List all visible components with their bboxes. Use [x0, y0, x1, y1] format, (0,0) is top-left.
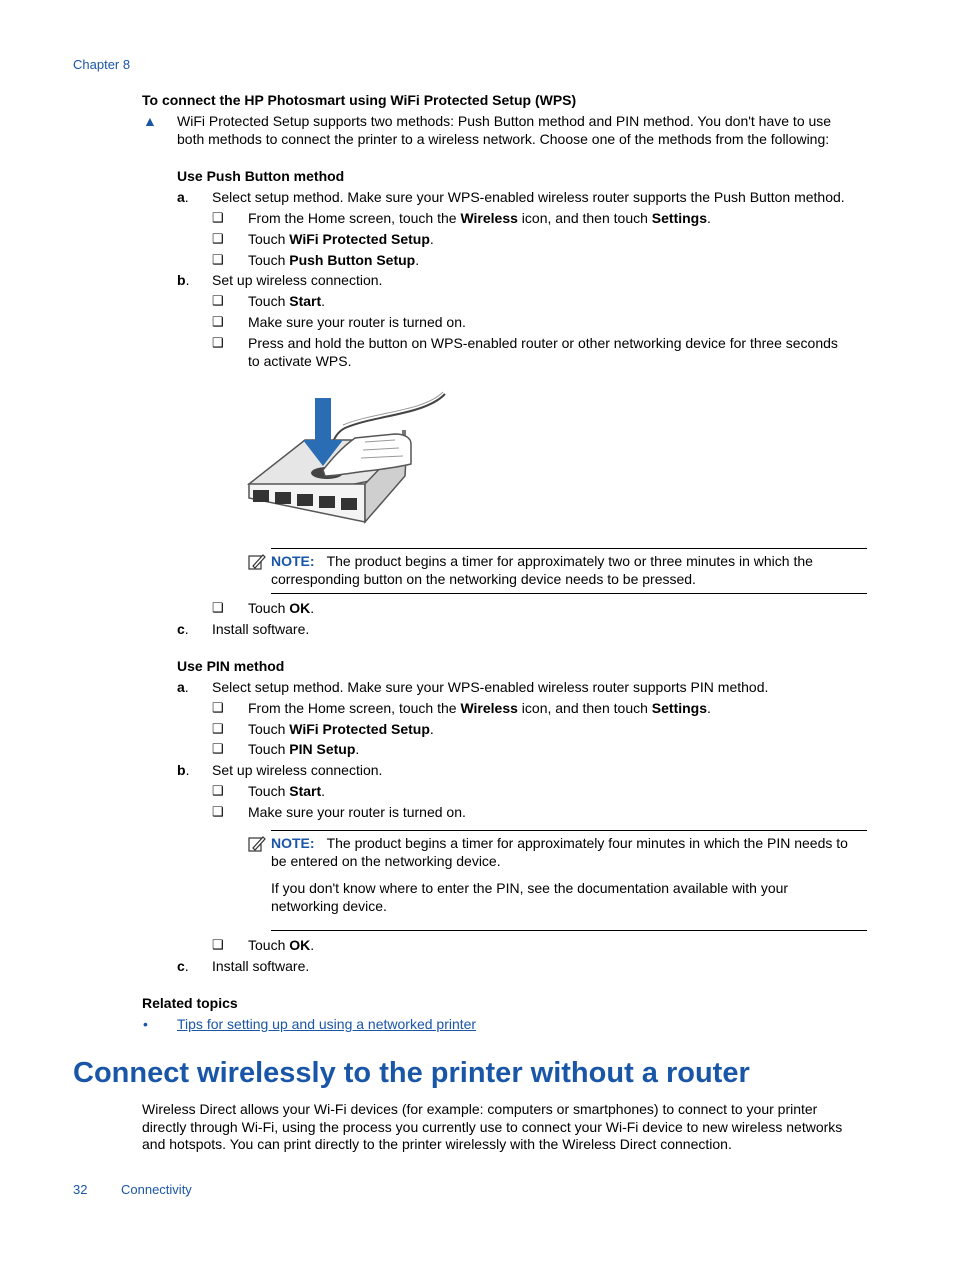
note-2-line-2: be entered on the networking device. — [271, 853, 501, 869]
push-step-a1: From the Home screen, touch the Wireless icon, and then touch Settings. — [248, 210, 711, 226]
push-step-c-text: Install software. — [212, 621, 310, 637]
section-para-line-2: directly through Wi-Fi, using the process you currently use to connect your Wi-Fi device to new wireless networks — [142, 1119, 843, 1135]
section-title: Connect wirelessly to the printer without a router — [73, 1057, 750, 1089]
note-top-rule — [271, 548, 867, 549]
note-pencil-icon — [248, 835, 266, 853]
note-2-para-2-line-1: If you don't know where to enter the PIN, see the documentation available with your — [271, 880, 789, 896]
step-label-a: a. — [177, 189, 189, 205]
push-step-b2: Make sure your router is turned on. — [248, 314, 466, 330]
related-topics-heading: Related topics — [142, 995, 238, 1011]
step-label-b: b. — [177, 272, 190, 288]
wps-intro-line-1: WiFi Protected Setup supports two methods: Push Button method and PIN method. You don't have to use — [177, 113, 832, 129]
push-step-a2: Touch WiFi Protected Setup. — [248, 231, 434, 247]
pin-step-a-text: Select setup method. Make sure your WPS-enabled wireless router supports PIN method. — [212, 679, 769, 695]
pin-step-a2: Touch WiFi Protected Setup. — [248, 721, 434, 737]
checkbox-icon: ❑ — [212, 252, 224, 267]
pin-step-a3: Touch PIN Setup. — [248, 741, 360, 757]
pin-step-b2: Make sure your router is turned on. — [248, 804, 466, 820]
pin-step-c-text: Install software. — [212, 958, 310, 974]
note-1-line-1: NOTE: The product begins a timer for approximately two or three minutes in which the — [271, 553, 813, 569]
push-step-b3-line-1: Press and hold the button on WPS-enabled router or other networking device for three seconds — [248, 335, 838, 351]
checkbox-icon: ❑ — [212, 721, 224, 736]
checkbox-icon: ❑ — [212, 783, 224, 798]
page-number: 32 — [73, 1182, 88, 1197]
router-push-button-illustration — [245, 390, 447, 525]
push-button-heading: Use Push Button method — [177, 168, 345, 184]
step-label-a: a. — [177, 679, 189, 695]
pin-step-b1: Touch Start. — [248, 783, 326, 799]
checkbox-icon: ❑ — [212, 804, 224, 819]
section-para-line-3: and hotspots. You can print directly to the printer wirelessly with the Wireless Direct connection. — [142, 1136, 732, 1152]
note-1-line-2: corresponding button on the networking device needs to be pressed. — [271, 571, 696, 587]
push-step-a3: Touch Push Button Setup. — [248, 252, 420, 268]
push-step-b-text: Set up wireless connection. — [212, 272, 383, 288]
checkbox-icon: ❑ — [212, 231, 224, 246]
note-2-line-1: NOTE: The product begins a timer for approximately four minutes in which the PIN needs to — [271, 835, 848, 851]
checkbox-icon: ❑ — [212, 741, 224, 756]
checkbox-icon: ❑ — [212, 210, 224, 225]
footer-section-name: Connectivity — [121, 1182, 192, 1197]
wps-heading: To connect the HP Photosmart using WiFi Protected Setup (WPS) — [142, 92, 577, 108]
pin-step-b-text: Set up wireless connection. — [212, 762, 383, 778]
checkbox-icon: ❑ — [212, 937, 224, 952]
checkbox-icon: ❑ — [212, 335, 224, 350]
checkbox-icon: ❑ — [212, 314, 224, 329]
push-step-b1: Touch Start. — [248, 293, 326, 309]
push-step-b4: Touch OK. — [248, 600, 315, 616]
checkbox-icon: ❑ — [212, 600, 224, 615]
triangle-bullet-icon: ▲ — [143, 113, 157, 129]
related-topic-link[interactable]: Tips for setting up and using a networked printer — [177, 1016, 477, 1032]
note-top-rule — [271, 830, 867, 831]
note-pencil-icon — [248, 553, 266, 571]
note-bottom-rule — [271, 593, 867, 594]
pin-step-b3: Touch OK. — [248, 937, 315, 953]
bullet-icon: • — [143, 1016, 148, 1032]
checkbox-icon: ❑ — [212, 293, 224, 308]
wps-intro-line-2: both methods to connect the printer to a wireless network. Choose one of the methods from the following: — [177, 131, 830, 147]
chapter-label: Chapter 8 — [73, 57, 131, 72]
section-para-line-1: Wireless Direct allows your Wi-Fi devices (for example: computers or smartphones) to connect to your printer — [142, 1101, 818, 1117]
note-bottom-rule — [271, 930, 867, 931]
step-label-c: c. — [177, 621, 189, 637]
pin-step-a1: From the Home screen, touch the Wireless icon, and then touch Settings. — [248, 700, 711, 716]
note-2-para-2-line-2: networking device. — [271, 898, 387, 914]
checkbox-icon: ❑ — [212, 700, 224, 715]
pin-method-heading: Use PIN method — [177, 658, 285, 674]
push-step-a-text: Select setup method. Make sure your WPS-enabled wireless router supports the Push Button method. — [212, 189, 845, 205]
step-label-b: b. — [177, 762, 190, 778]
step-label-c: c. — [177, 958, 189, 974]
push-step-b3-line-2: to activate WPS. — [248, 353, 352, 369]
